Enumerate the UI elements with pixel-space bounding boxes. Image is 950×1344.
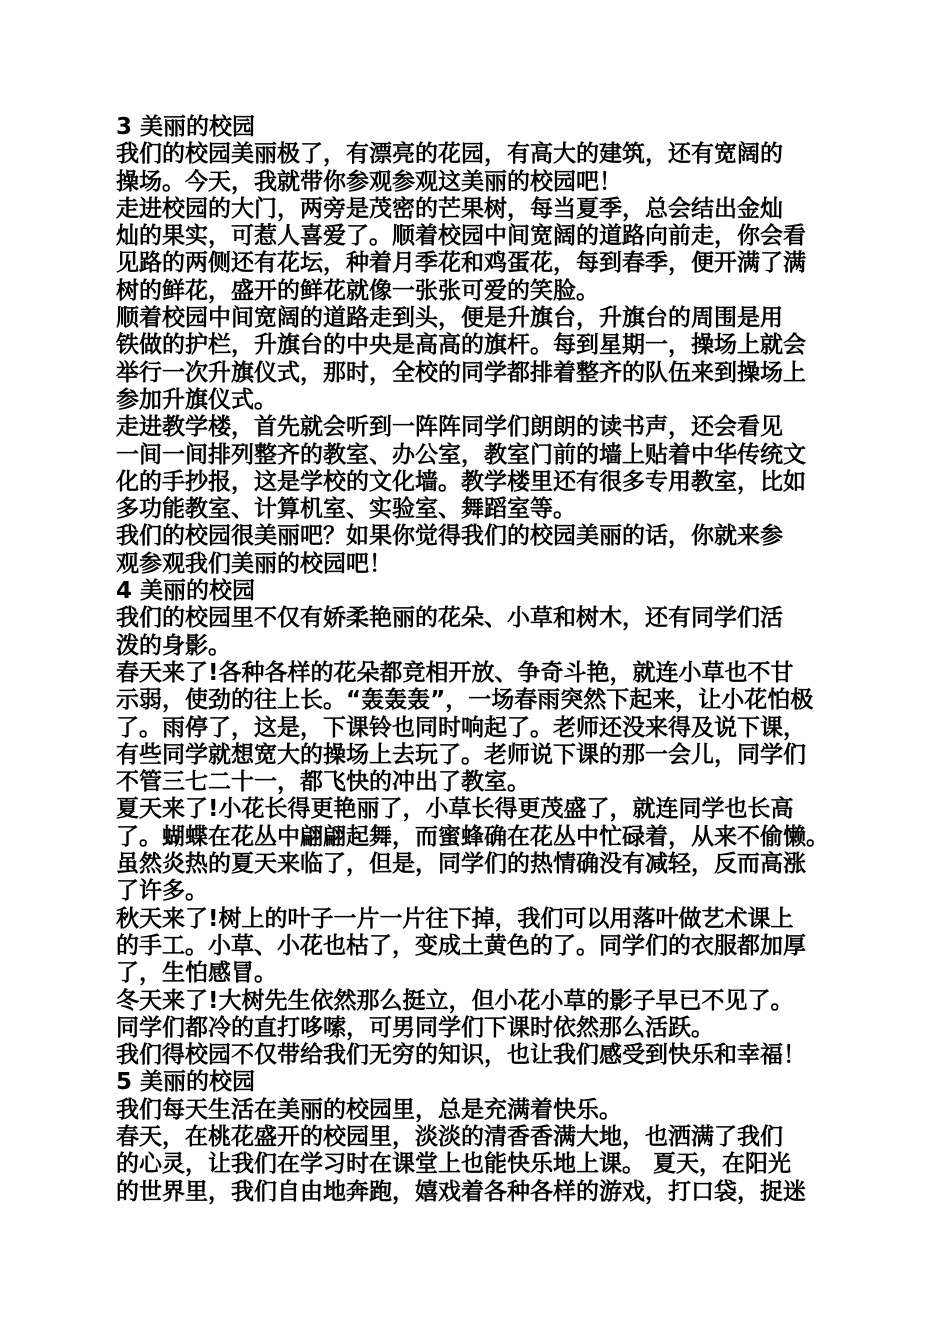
- text-line: 我们每天生活在美丽的校园里，总是充满着快乐。: [116, 1096, 622, 1123]
- document-text: [116, 114, 852, 1206]
- text-line: 多功能教室、计算机室、实验室、舞蹈室等。: [116, 496, 576, 523]
- text-line: 我们的校园里不仅有娇柔艳丽的花朵、小草和树木，还有同学们活: [116, 605, 783, 632]
- text-line: 的手工。小草、小花也枯了，变成土黄色的了。同学们的衣服都加厚: [116, 932, 806, 959]
- section-heading-3: 3 美丽的校园: [116, 114, 256, 140]
- text-line: 参加升旗仪式。: [116, 386, 277, 413]
- section-heading-4: 4 美丽的校园: [116, 578, 256, 605]
- text-line: 不管三七二十一，都飞快的冲出了教室。: [116, 769, 530, 796]
- text-line: 的心灵，让我们在学习时在课堂上也能快乐地上课。 夏天，在阳光: [116, 1151, 792, 1178]
- text-line: 虽然炎热的夏天来临了，但是，同学们的热情确没有减轻，反而高涨: [116, 851, 806, 878]
- text-line: 走进校园的大门，两旁是茂密的芒果树，每当夏季，总会结出金灿: [116, 195, 783, 222]
- text-line: 同学们都冷的直打哆嗦，可男同学们下课时依然那么活跃。: [116, 1014, 714, 1041]
- text-line: 观参观我们美丽的校园吧！: [116, 550, 392, 577]
- text-line: 泼的身影。: [116, 632, 231, 659]
- text-line: 示弱，使劲的往上长。“轰轰轰”，一场春雨突然下起来，让小花怕极: [116, 687, 814, 714]
- text-line: 了。蝴蝶在花丛中翩翩起舞，而蜜蜂确在花丛中忙碌着，从来不偷懒。: [116, 823, 829, 850]
- text-line: 化的手抄报，这是学校的文化墙。教学楼里还有很多专用教室，比如: [116, 468, 806, 495]
- text-line: 顺着校园中间宽阔的道路走到头，便是升旗台，升旗台的周围是用: [116, 305, 783, 332]
- text-line: 见路的两侧还有花坛，种着月季花和鸡蛋花，每到春季，便开满了满: [116, 250, 806, 277]
- text-line: 春天来了!各种各样的花朵都竞相开放、争奇斗艳，就连小草也不甘: [116, 659, 794, 686]
- text-line: 了。雨停了，这是，下课铃也同时响起了。老师还没来得及说下课，: [116, 714, 806, 741]
- text-line: 了许多。: [116, 878, 208, 905]
- text-line: 秋天来了!树上的叶子一片一片往下掉，我们可以用落叶做艺术课上: [116, 905, 794, 932]
- text-line: 灿的果实，可惹人喜爱了。顺着校园中间宽阔的道路向前走，你会看: [116, 223, 806, 250]
- text-line: 春天，在桃花盛开的校园里，淡淡的清香香满大地，也洒满了我们: [116, 1123, 783, 1150]
- text-line: 冬天来了!大树先生依然那么挺立，但小花小草的影子早已不见了。: [116, 987, 794, 1014]
- text-line: 操场。今天，我就带你参观参观这美丽的校园吧！: [116, 168, 622, 195]
- text-line: 树的鲜花，盛开的鲜花就像一张张可爱的笑脸。: [116, 277, 599, 304]
- text-line: 举行一次升旗仪式，那时，全校的同学都排着整齐的队伍来到操场上: [116, 359, 806, 386]
- text-line: 铁做的护栏，升旗台的中央是高高的旗杆。每到星期一，操场上就会: [116, 332, 806, 359]
- text-line: 我们的校园美丽极了，有漂亮的花园，有高大的建筑，还有宽阔的: [116, 141, 783, 168]
- text-line: 我们得校园不仅带给我们无穷的知识，也让我们感受到快乐和幸福！: [116, 1042, 806, 1069]
- text-line: 的世界里，我们自由地奔跑，嬉戏着各种各样的游戏，打口袋，捉迷: [116, 1178, 806, 1205]
- text-line: 走进教学楼，首先就会听到一阵阵同学们朗朗的读书声，还会看见: [116, 414, 783, 441]
- section-heading-5: 5 美丽的校园: [116, 1069, 256, 1096]
- text-line: 了，生怕感冒。: [116, 960, 277, 987]
- text-line: 夏天来了!小花长得更艳丽了，小草长得更茂盛了，就连同学也长高: [116, 796, 794, 823]
- text-line: 有些同学就想宽大的操场上去玩了。老师说下课的那一会儿，同学们: [116, 741, 806, 768]
- text-line: 我们的校园很美丽吧？如果你觉得我们的校园美丽的话，你就来参: [116, 523, 783, 550]
- text-line: 一间一间排列整齐的教室、办公室，教室门前的墙上贴着中华传统文: [116, 441, 806, 468]
